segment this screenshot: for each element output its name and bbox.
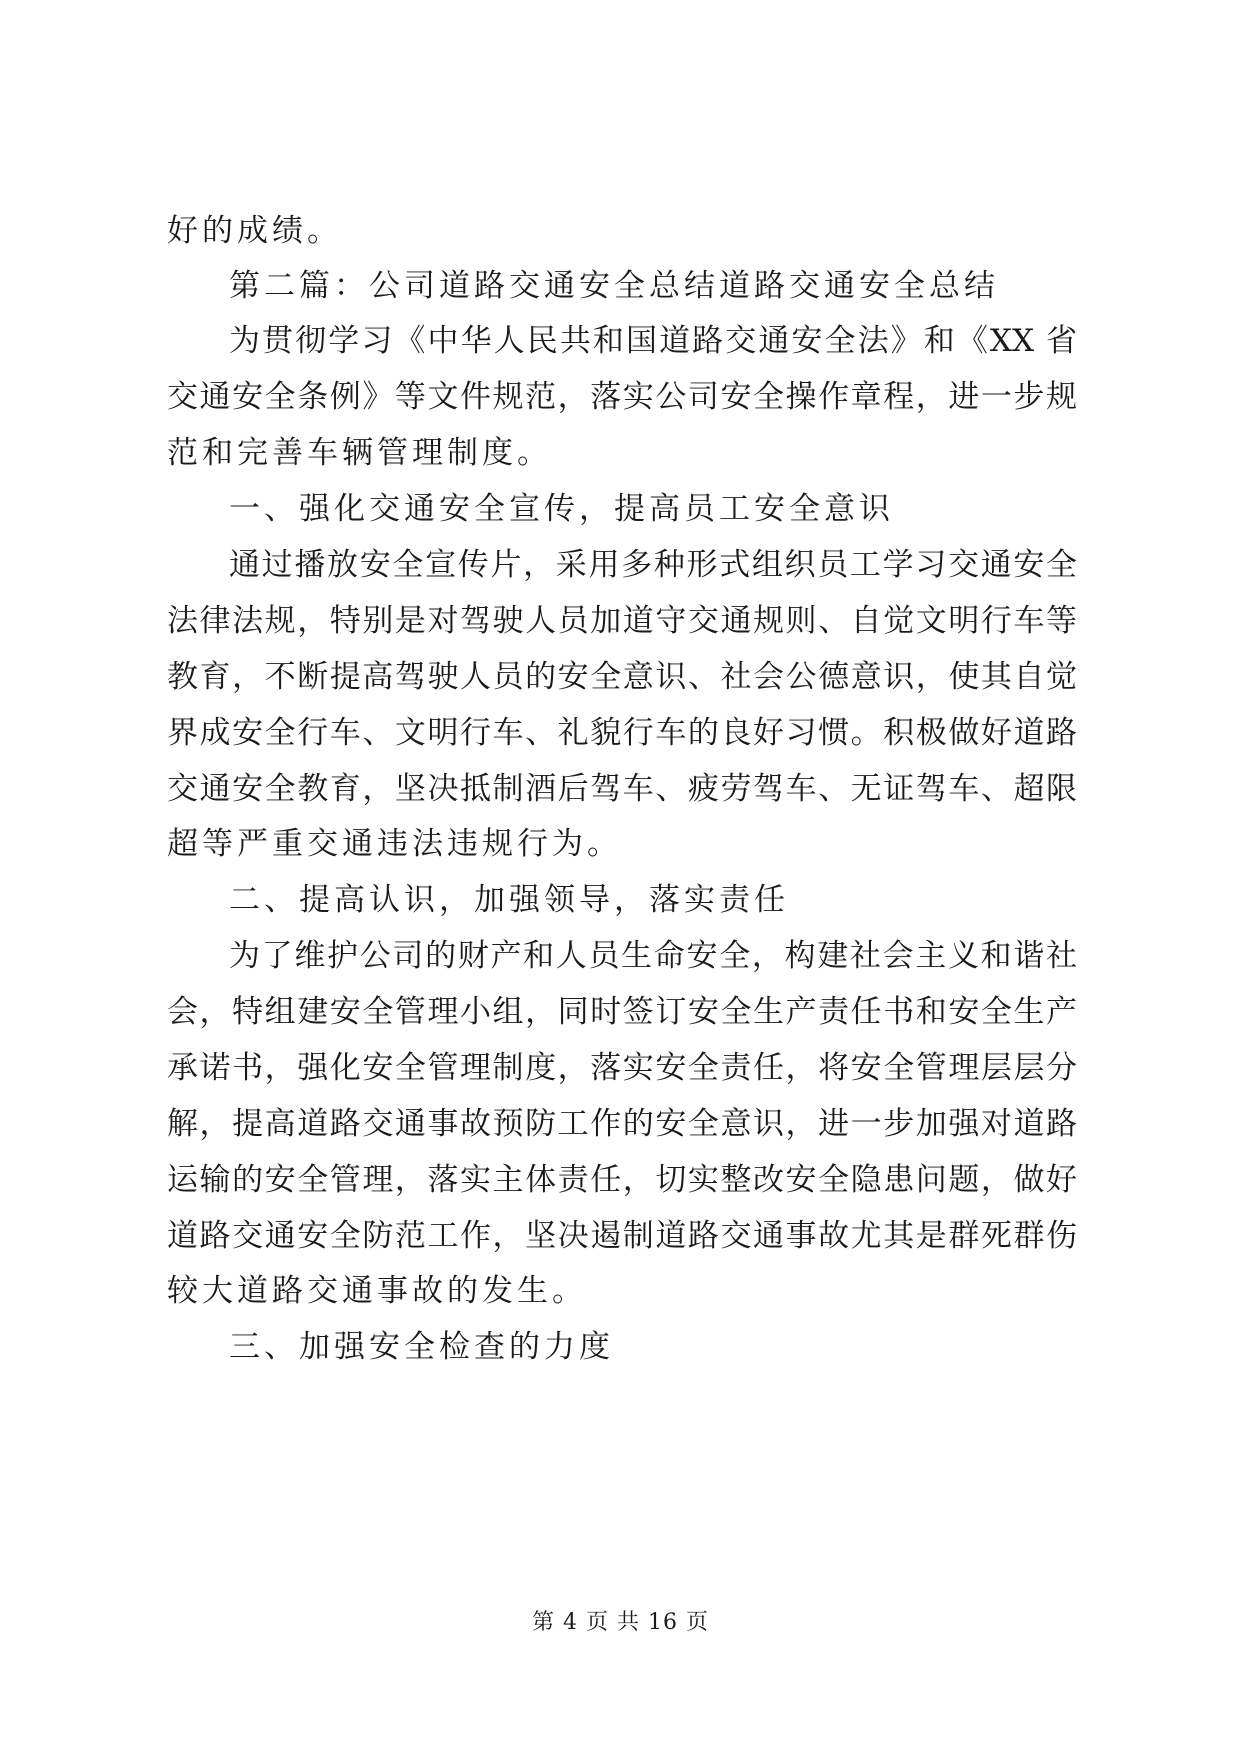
section-heading: 二、提高认识，加强领导，落实责任: [229, 882, 789, 918]
page-number-footer: 第 4 页 共 16 页: [532, 1610, 709, 1635]
text-line: 通过播放安全宣传片，采用多种形式组织员工学习交通安全: [229, 547, 1077, 583]
text-line: 交通安全条例》等文件规范，落实公司安全操作章程，进一步规: [167, 379, 1077, 415]
text-line: 交通安全教育，坚决抵制酒后驾车、疲劳驾车、无证驾车、超限: [167, 771, 1077, 807]
text-line: 为了维护公司的财产和人员生命安全，构建社会主义和谐社: [229, 938, 1077, 974]
text-line: 解，提高道路交通事故预防工作的安全意识，进一步加强对道路: [167, 1106, 1077, 1142]
text-line: 超等严重交通违法违规行为。: [167, 826, 622, 862]
text-line: 好的成绩。: [167, 213, 342, 249]
text-line: 范和完善车辆管理制度。: [167, 435, 552, 471]
text-line: 较大道路交通事故的发生。: [167, 1273, 587, 1309]
section-heading: 一、强化交通安全宣传，提高员工安全意识: [229, 491, 894, 527]
text-line: 为贯彻学习《中华人民共和国道路交通安全法》和《XX 省: [229, 323, 1077, 359]
text-line: 法律法规，特别是对驾驶人员加道守交通规则、自觉文明行车等: [167, 603, 1077, 639]
text-line: 道路交通安全防范工作，坚决遏制道路交通事故尤其是群死群伤: [167, 1218, 1077, 1254]
section-heading: 第二篇：公司道路交通安全总结道路交通安全总结: [229, 268, 999, 304]
text-line: 教育，不断提高驾驶人员的安全意识、社会公德意识，使其自觉: [167, 659, 1077, 695]
text-line: 运输的安全管理，落实主体责任，切实整改安全隐患问题，做好: [167, 1162, 1077, 1198]
text-line: 承诺书，强化安全管理制度，落实安全责任，将安全管理层层分: [167, 1050, 1077, 1086]
section-heading: 三、加强安全检查的力度: [229, 1329, 614, 1365]
text-line: 会，特组建安全管理小组，同时签订安全生产责任书和安全生产: [167, 994, 1077, 1030]
text-line: 界成安全行车、文明行车、礼貌行车的良好习惯。积极做好道路: [167, 715, 1077, 751]
